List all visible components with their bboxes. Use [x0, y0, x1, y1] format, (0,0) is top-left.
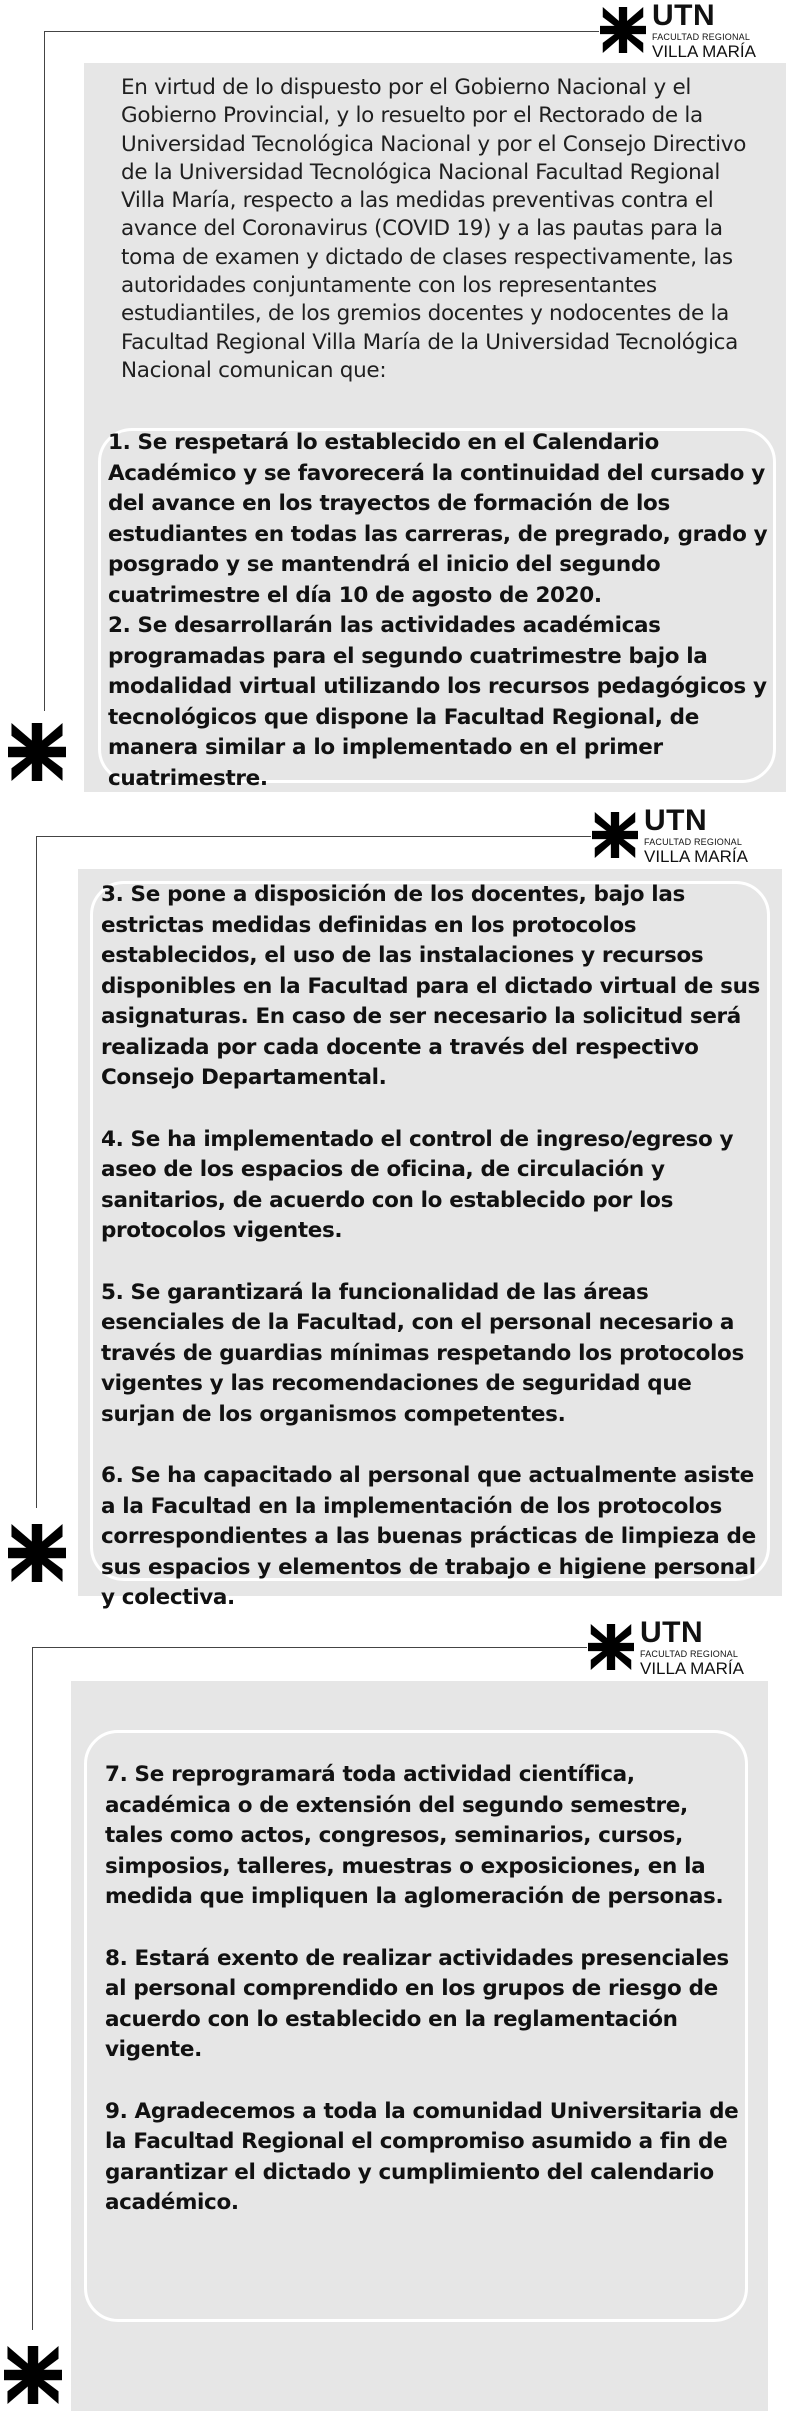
- logo-utn-text: UTN: [640, 1616, 704, 1649]
- logo-faculty-text: FACULTAD REGIONAL: [652, 32, 751, 42]
- utn-logo: [600, 1, 756, 60]
- frame-line-top: [36, 836, 591, 837]
- notice-item-9: 9. Agradecemos a toda la comunidad Universitaria de la Facultad Regional el compromiso asumido a fin de garantizar el dictado y cumplimiento del calendario académico.: [105, 2098, 739, 2215]
- frame-line-top: [32, 1647, 587, 1648]
- utn-logo: [588, 1618, 744, 1677]
- logo-faculty-text: FACULTAD REGIONAL: [644, 837, 743, 847]
- frame-line-left: [32, 1647, 33, 2330]
- logo-city-text: VILLA MARÍA: [644, 847, 748, 866]
- notice-items: [105, 1760, 745, 2219]
- utn-emblem-icon: [8, 717, 66, 787]
- notice-item-5: 5. Se garantizará la funcionalidad de las áreas esenciales de la Facultad, con el personal necesario a través de guardias mínimas respetando los protocolos vigentes y las recomendaciones de seguridad que surjan de los organismos competentes.: [101, 1279, 744, 1427]
- utn-emblem-icon: [8, 1518, 66, 1588]
- notice-panel-1: [0, 0, 789, 800]
- notice-items: [101, 880, 769, 1614]
- utn-emblem-icon: [4, 2340, 62, 2410]
- notice-panel-2: [0, 800, 789, 1610]
- frame-line-left: [44, 31, 45, 711]
- logo-faculty-text: FACULTAD REGIONAL: [640, 1649, 739, 1659]
- utn-emblem-icon: [588, 1618, 634, 1676]
- notice-item-7: 7. Se reprogramará toda actividad científica, académica o de extensión del segundo semestre, tales como actos, congresos, seminarios, cursos, simposios, talleres, muestras o exposiciones, en la medida que impliquen la aglomeración de personas.: [105, 1762, 724, 1909]
- logo-utn-text: UTN: [652, 0, 716, 32]
- logo-city-text: VILLA MARÍA: [652, 42, 756, 61]
- logo-utn-text: UTN: [644, 804, 708, 837]
- frame-line-left: [36, 836, 37, 1508]
- notice-item-2: 2. Se desarrollarán las actividades académicas programadas para el segundo cuatrimestre bajo la modalidad virtual utilizando los recursos pedagógicos y tecnológicos que dispone la Facultad Regional, de manera similar a lo implementado en el primer cuatrimestre.: [108, 613, 767, 791]
- utn-emblem-icon: [600, 1, 646, 59]
- notice-item-3: 3. Se pone a disposición de los docentes, bajo las estrictas medidas definidas en los protocolos establecidos, el uso de las instalaciones y recursos disponibles en la Facultad para el dictado virtual de sus asignaturas. En caso de ser necesario la solicitud será realizada por cada docente a través del respectivo Consejo Departamental.: [101, 882, 760, 1090]
- notice-items: [108, 428, 776, 794]
- notice-panel-3: [0, 1600, 789, 2418]
- utn-logo: [592, 806, 748, 865]
- notice-item-1: 1. Se respetará lo establecido en el Calendario Académico y se favorecerá la continuidad del cursado y del avance en los trayectos de formación de los estudiantes en todas las carreras, de pregrado, grado y posgrado y se mantendrá el inicio del segundo cuatrimestre el día 10 de agosto de 2020.: [108, 430, 768, 608]
- notice-item-8: 8. Estará exento de realizar actividades presenciales al personal comprendido en los grupos de riesgo de acuerdo con lo establecido en la reglamentación vigente.: [105, 1945, 729, 2062]
- notice-item-6: 6. Se ha capacitado al personal que actualmente asiste a la Facultad en la implementación de los protocolos correspondientes a las buenas prácticas de limpieza de sus espacios y elementos de trabajo e higiene personal y colectiva.: [101, 1463, 756, 1610]
- utn-emblem-icon: [592, 806, 638, 864]
- intro-paragraph: En virtud de lo dispuesto por el Gobierno Nacional y el Gobierno Provincial, y lo resuelto por el Rectorado de la Universidad Tecnológica Nacional y por el Consejo Directivo de la Universidad Tecnológica Nacional Facultad Regional Villa María, respecto a las medidas preventivas contra el avance del Coronavirus (COVID 19) y a las pautas para la toma de examen y dictado de clases respectivamente, las autoridades conjuntamente con los representantes estudiantiles, de los gremios docentes y nodocentes de la Facultad Regional Villa María de la Universidad Tecnológica Nacional comunican que:: [121, 75, 747, 383]
- notice-item-4: 4. Se ha implementado el control de ingreso/egreso y aseo de los espacios de oficina, de circulación y sanitarios, de acuerdo con lo establecido por los protocolos vigentes.: [101, 1126, 734, 1243]
- frame-line-top: [44, 31, 599, 32]
- logo-city-text: VILLA MARÍA: [640, 1659, 744, 1678]
